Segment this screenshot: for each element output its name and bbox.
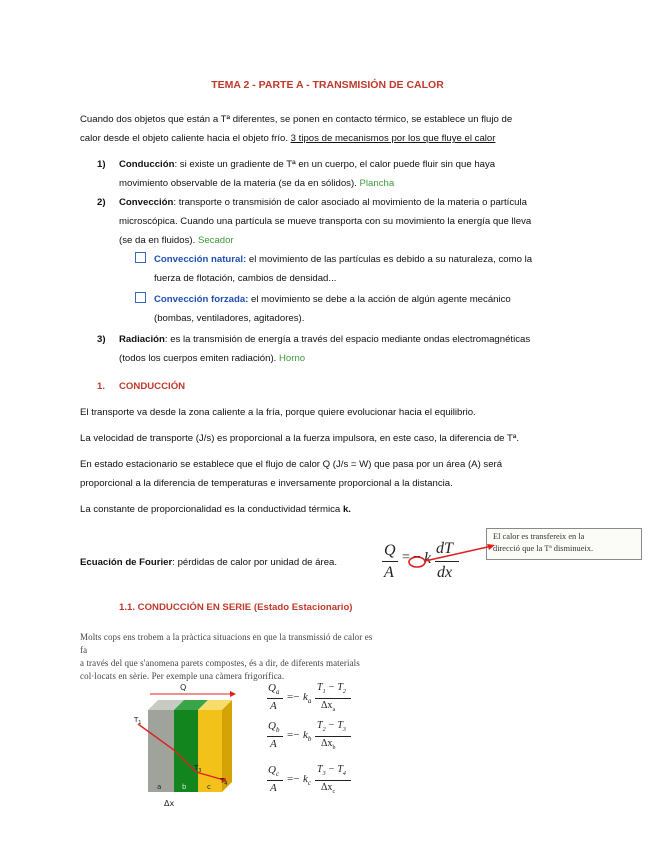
- example-secador: Secador: [197, 235, 234, 246]
- intro-underlined: 3 tipos de mecanismos por los que fluye el calor: [290, 133, 496, 144]
- convection-forzada: Convección forzada: el movimiento se debe a la acción de algún agente mecánico (bombas, ventiladores, agitadores).: [135, 290, 595, 328]
- intro-paragraph: [80, 110, 600, 148]
- conduccion-p1: El transporte va desde la zona caliente a la fría, porque quiere evolucionar hacia el equilibrio.: [80, 407, 476, 418]
- example-plancha: Plancha: [359, 178, 395, 189]
- q-arrow-head-icon: [230, 691, 236, 697]
- t1-label: $T_1$: [134, 716, 142, 726]
- mechanism-radiacion: 3) Radiación: es la transmisión de energía a través del espacio mediante ondas electromagnéticas (todos los cuerpos emiten radiación). Horno: [97, 330, 607, 368]
- series-equations: [265, 682, 385, 812]
- t3-label: $T_3$: [194, 764, 202, 774]
- example-horno: Horno: [278, 353, 306, 364]
- mechanism-conduccion: 1) Conducción: si existe un gradiente de Tª en un cuerpo, el calor puede fluir sin que haya movimiento observable de la materia (se da en sólidos). Plancha: [97, 155, 597, 193]
- mechanism-number: 2): [97, 197, 106, 208]
- intro-line-1: Cuando dos objetos que están a Tª diferentes, se ponen en contacto térmico, se establece un flujo de: [80, 114, 513, 125]
- checkbox-icon: [135, 292, 146, 303]
- convection-natural: Convección natural: el movimiento de las partículas es debido a su naturaleza, como la fuerza de flotación, cambios de densidad...: [135, 250, 595, 288]
- scanned-paragraph: Molts cops ens trobem a la pràctica situacions en que la transmissió de calor es fa a través del que s'anomena parets compostes, és a dir, de diferents materials col·locats en sèrie. Per exemple una càmera frigorífica.: [80, 632, 373, 681]
- section-heading-serie: 1.1. CONDUCCIÓN EN SERIE (Estado Estacionario): [119, 602, 353, 613]
- fraction-bar: [382, 561, 398, 562]
- layer-b-label: b: [182, 783, 187, 791]
- series-eq-c: $Q_c$ A =− $k_c$ $T_3 - T_4$ $\Delta x_c$: [265, 764, 385, 798]
- layer-a: [148, 710, 174, 792]
- mechanism-conveccion: 2) Convección: transporte o transmisión de calor asociado al movimiento de la materia o partícula microscópica. Cuando una partícula se mueve transporta con su movimiento la energía que lleva (se da en fluidos). Secador: [97, 193, 607, 250]
- q-label: Q: [180, 683, 187, 692]
- mechanism-name: Radiación: [119, 334, 165, 345]
- section-heading-conduccion: 1. CONDUCCIÓN: [97, 381, 186, 392]
- conduccion-p3: En estado estacionario se establece que el flujo de calor Q (J/s = W) que pasa por un área (A) será proporcional a la diferencia de temperaturas e inversamente proporcional a la distancia.: [80, 459, 503, 489]
- checkbox-icon: [135, 252, 146, 263]
- layer-b: [174, 710, 198, 792]
- conduccion-p2: La velocidad de transporte (J/s) es proporcional a la fuerza impulsora, en este caso, la diferencia de Tª.: [80, 433, 520, 444]
- arrow-head-icon: [487, 544, 495, 550]
- layer-c-label: c: [207, 783, 211, 791]
- layer-a-label: a: [157, 783, 162, 791]
- mechanism-number: 3): [97, 334, 106, 345]
- mechanism-name: Conducción: [119, 159, 175, 170]
- highlight-circle: [409, 557, 425, 567]
- fourier-label: Ecuación de Fourier: pérdidas de calor por unidad de área.: [80, 557, 338, 568]
- series-eq-b: $Q_b$ A =− $k_b$ $T_2 - T_3$ $\Delta x_b$: [265, 720, 385, 754]
- fourier-equation: Q A = − k dT dx: [380, 538, 490, 590]
- composite-wall-diagram: [120, 680, 255, 815]
- note-box: El calor es transfereix en la direcció que la Tª disminueix.: [486, 528, 642, 560]
- intro-line-2: calor desde el objeto caliente hacia el objeto frío. 3 tipos de mecanismos por los que fluye el calor: [80, 133, 496, 144]
- minus-highlight-arrow: [400, 540, 500, 580]
- t4-label: $T_4$: [220, 777, 228, 787]
- page-title: TEMA 2 - PARTE A - TRANSMISIÓN DE CALOR: [211, 79, 444, 91]
- mechanism-name: Convección: [119, 197, 174, 208]
- dx-label: Δx: [164, 799, 175, 808]
- series-eq-a: $Q_a$ A =− $k_a$ $T_1 - T_2$ $\Delta x_a$: [265, 682, 385, 716]
- layer-c: [198, 710, 222, 792]
- conduccion-p4: La constante de proporcionalidad es la conductividad térmica k.: [80, 504, 351, 515]
- arrow-line: [425, 546, 492, 561]
- mechanism-number: 1): [97, 159, 106, 170]
